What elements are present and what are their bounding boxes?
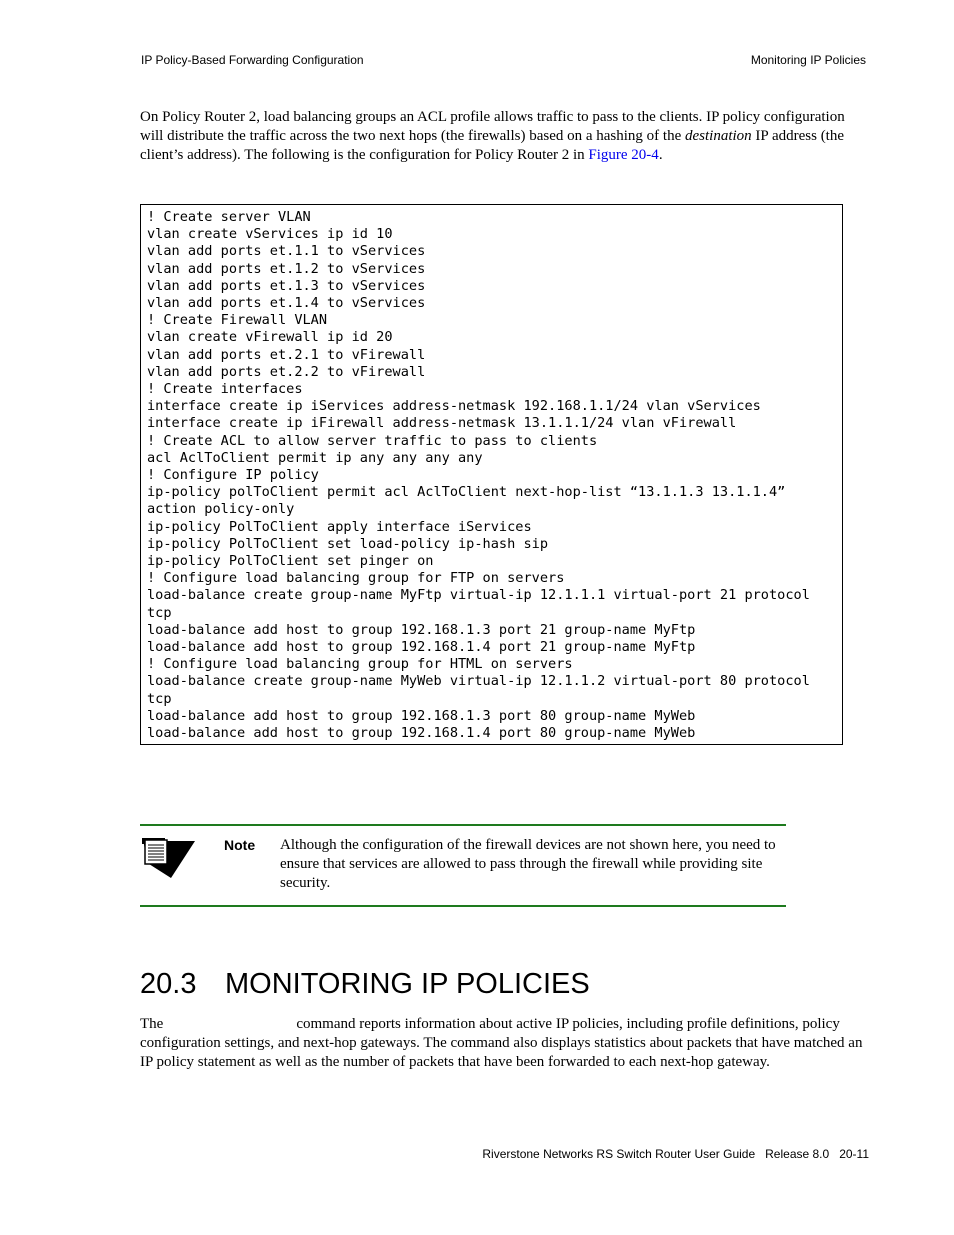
code-line: tcp: [147, 690, 172, 707]
note-top-rule: [140, 824, 786, 826]
note-text: Although the configuration of the firewall devices are not shown here, you need to ensure that services are allowed to pass through the firewall while providing site security.: [280, 837, 776, 891]
code-line: load-balance create group-name MyWeb virtual-ip 12.1.1.2 virtual-port 80 protocol: [147, 673, 810, 690]
intro-paragraph: [140, 108, 867, 165]
code-listing: [147, 209, 842, 742]
code-line: ! Configure load balancing group for HTML on servers: [147, 656, 573, 673]
intro-text-2: IP address (the client’s address). The following is the configuration for Policy Router 2 in: [140, 128, 845, 163]
code-line: load-balance add host to group 192.168.1.3 port 80 group-name MyWeb: [147, 707, 696, 724]
code-line: vlan create vFirewall ip id 20: [147, 329, 393, 346]
code-line: interface create ip iFirewall address-netmask 13.1.1.1/24 vlan vFirewall: [147, 415, 737, 432]
section-title: MONITORING IP POLICIES: [225, 968, 590, 1000]
section-para-start: The: [140, 1016, 164, 1032]
code-line: ! Configure load balancing group for FTP on servers: [147, 570, 565, 587]
code-line: ! Create server VLAN: [147, 209, 311, 225]
code-line: vlan add ports et.1.1 to vServices: [147, 243, 426, 260]
intro-emphasis: destination: [685, 128, 752, 144]
code-line: tcp: [147, 604, 172, 621]
section-heading: [140, 966, 590, 1002]
code-line: interface create ip iServices address-netmask 192.168.1.1/24 vlan vServices: [147, 398, 761, 415]
code-line: load-balance add host to group 192.168.1.4 port 21 group-name MyFtp: [147, 639, 696, 656]
code-line: ! Create interfaces: [147, 381, 303, 398]
code-line: ip-policy PolToClient set load-policy ip-hash sip: [147, 535, 549, 552]
intro-text: On Policy Router 2, load balancing groups an ACL profile allows traffic to pass to the clients. IP policy configuration will distribute the traffic across the two next hops (the firewalls) based on a hashing of the: [140, 109, 845, 144]
section-paragraph: [140, 1015, 867, 1072]
section-number: 20.3: [140, 968, 197, 1000]
running-header-left: IP Policy-Based Forwarding Configuration: [141, 53, 364, 67]
code-line: load-balance add host to group 192.168.1.4 port 80 group-name MyWeb: [147, 725, 696, 742]
note-label: Note: [224, 837, 256, 853]
code-line: ! Create ACL to allow server traffic to pass to clients: [147, 432, 598, 449]
footer-title: Riverstone Networks RS Switch Router User Guide: [482, 1147, 756, 1161]
footer-release: Release 8.0: [765, 1147, 830, 1161]
code-line: vlan add ports et.1.2 to vServices: [147, 260, 426, 277]
code-line: vlan create vServices ip id 10: [147, 226, 393, 243]
code-line: ip-policy PolToClient set pinger on: [147, 553, 434, 570]
code-line: load-balance add host to group 192.168.1.3 port 21 group-name MyFtp: [147, 621, 696, 638]
code-block: [140, 204, 843, 745]
intro-end: .: [658, 147, 663, 163]
note-bottom-rule: [140, 905, 786, 907]
code-line: vlan add ports et.2.2 to vFirewall: [147, 363, 426, 380]
code-line: vlan add ports et.1.3 to vServices: [147, 277, 426, 294]
code-line: acl AclToClient permit ip any any any any: [147, 449, 483, 466]
code-line: ip-policy PolToClient apply interface iServices: [147, 518, 532, 535]
note-pad-icon: [141, 836, 197, 880]
page-footer: [472, 1147, 869, 1161]
code-line: ! Create Firewall VLAN: [147, 312, 328, 329]
code-line: load-balance create group-name MyFtp virtual-ip 12.1.1.1 virtual-port 21 protocol: [147, 587, 810, 604]
footer-page-number: 20-11: [839, 1147, 869, 1161]
code-line: vlan add ports et.1.4 to vServices: [147, 295, 426, 312]
section-para-rest: command reports information about active IP policies, including profile definitions, policy configuration settings, and next-hop gateways. The command also displays statistics about packets that have matched an IP policy statement as well as the number of packets that have been forwarded to each next-hop gateway.: [140, 1016, 863, 1070]
code-line: vlan add ports et.2.1 to vFirewall: [147, 346, 426, 363]
code-line: ip-policy polToClient permit acl AclToClient next-hop-list “13.1.1.3 13.1.1.4”: [147, 484, 786, 501]
running-header-right: Monitoring IP Policies: [750, 53, 866, 67]
code-line: ! Configure IP policy: [147, 467, 319, 484]
figure-link[interactable]: Figure 20-4: [588, 147, 659, 163]
code-line: action policy-only: [147, 501, 295, 518]
